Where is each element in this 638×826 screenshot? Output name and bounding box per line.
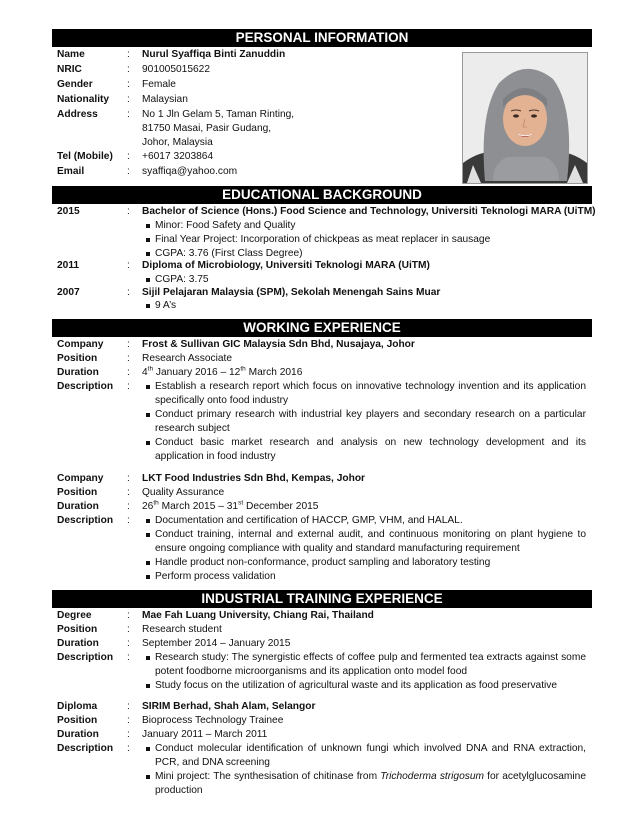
- training-bullet: Research study: The synergistic effects of coffee pulp and fermented tea extracts against some potent foodborne microorganisms and its application onto model food: [146, 651, 586, 679]
- label-nric: NRIC: [57, 64, 82, 75]
- colon: :: [127, 501, 130, 512]
- label-tel: Tel (Mobile): [57, 151, 113, 162]
- training-position: Research student: [142, 624, 222, 635]
- colon: :: [127, 473, 130, 484]
- work-bullet: Perform process validation: [146, 570, 586, 584]
- training-bullet: Conduct molecular identification of unknown fungi which involved DNA and RNA extraction, PCR, and DNA screening: [146, 742, 586, 770]
- colon: :: [127, 381, 130, 392]
- training-duration: January 2011 – March 2011: [142, 729, 268, 740]
- label-email: Email: [57, 166, 85, 177]
- label-duration: Duration: [57, 367, 99, 378]
- colon: :: [127, 64, 130, 75]
- colon: :: [127, 287, 130, 298]
- label-description: Description: [57, 652, 114, 663]
- label-company: Company: [57, 473, 104, 484]
- edu-year: 2011: [57, 260, 80, 271]
- work-bullet: Conduct primary research with industrial key players and secondary research on a particular research subject: [146, 408, 586, 436]
- value-gender: Female: [142, 79, 176, 90]
- value-nric: 901005015622: [142, 64, 210, 75]
- section-header-personal: PERSONAL INFORMATION: [52, 29, 592, 47]
- colon: :: [127, 94, 130, 105]
- label-description: Description: [57, 515, 114, 526]
- edu-title: Bachelor of Science (Hons.) Food Science and Technology, Universiti Teknologi MARA (UiTM): [142, 206, 596, 217]
- value-name: Nurul Syaffiqa Binti Zanuddin: [142, 49, 286, 60]
- colon: :: [127, 610, 130, 621]
- edu-bullet: Final Year Project: Incorporation of chickpeas as meat replacer in sausage: [146, 233, 586, 247]
- label-duration: Duration: [57, 501, 99, 512]
- work-company: LKT Food Industries Sdn Bhd, Kempas, Johor: [142, 473, 366, 484]
- colon: :: [127, 487, 130, 498]
- profile-photo: [462, 52, 588, 184]
- colon: :: [127, 743, 130, 754]
- edu-bullet: 9 A’s: [146, 299, 586, 313]
- section-header-work: WORKING EXPERIENCE: [52, 319, 592, 337]
- work-bullet: Establish a research report which focus on innovative technology invention and its application specifically onto food industry: [146, 380, 586, 408]
- colon: :: [127, 260, 130, 271]
- label-degree: Degree: [57, 610, 92, 621]
- training-bullet: Study focus on the utilization of agricultural waste and its application as food preservative: [146, 679, 586, 693]
- colon: :: [127, 515, 130, 526]
- training-position: Bioprocess Technology Trainee: [142, 715, 284, 726]
- colon: :: [127, 715, 130, 726]
- label-address: Address: [57, 109, 98, 120]
- work-bullet: Documentation and certification of HACCP, GMP, VHM, and HALAL.: [146, 514, 586, 528]
- label-position: Position: [57, 624, 98, 635]
- value-email: syaffiqa@yahoo.com: [142, 166, 238, 177]
- colon: :: [127, 638, 130, 649]
- training-org: SIRIM Berhad, Shah Alam, Selangor: [142, 701, 316, 712]
- value-address-line-3: Johor, Malaysia: [142, 137, 213, 148]
- colon: :: [127, 624, 130, 635]
- value-address-line-2: 81750 Masai, Pasir Gudang,: [142, 123, 272, 134]
- colon: :: [127, 79, 130, 90]
- work-company: Frost & Sullivan GIC Malaysia Sdn Bhd, Nusajaya, Johor: [142, 339, 415, 350]
- label-diploma: Diploma: [57, 701, 98, 712]
- label-duration: Duration: [57, 729, 99, 740]
- label-position: Position: [57, 715, 98, 726]
- training-bullet-mini-project: Mini project: The synthesisation of chitinase from Trichoderma strigosum for acetylglucosamine production: [146, 770, 586, 798]
- work-bullet: Conduct training, internal and external audit, and continuous monitoring on plant hygiene to ensure ongoing compliance with quality and standard manufacturing requirement: [146, 528, 586, 556]
- colon: :: [127, 353, 130, 364]
- label-description: Description: [57, 743, 114, 754]
- colon: :: [127, 339, 130, 350]
- edu-title: Diploma of Microbiology, Universiti Teknologi MARA (UiTM): [142, 260, 430, 271]
- colon: :: [127, 367, 130, 378]
- section-header-education: EDUCATIONAL BACKGROUND: [52, 186, 592, 204]
- training-org: Mae Fah Luang University, Chiang Rai, Thailand: [142, 610, 374, 621]
- work-position: Research Associate: [142, 353, 233, 364]
- edu-bullet: CGPA: 3.75: [146, 273, 586, 287]
- edu-year: 2015: [57, 206, 80, 217]
- label-description: Description: [57, 381, 114, 392]
- colon: :: [127, 49, 130, 60]
- edu-year: 2007: [57, 287, 80, 298]
- colon: :: [127, 151, 130, 162]
- work-position: Quality Assurance: [142, 487, 225, 498]
- colon: :: [127, 729, 130, 740]
- work-duration: 4th January 2016 – 12th March 2016: [142, 365, 303, 378]
- colon: :: [127, 206, 130, 217]
- work-bullet: Handle product non-conformance, product sampling and laboratory testing: [146, 556, 586, 570]
- label-nationality: Nationality: [57, 94, 110, 105]
- section-header-training: INDUSTRIAL TRAINING EXPERIENCE: [52, 590, 592, 608]
- edu-bullet: Minor: Food Safety and Quality: [146, 219, 586, 233]
- label-position: Position: [57, 353, 98, 364]
- colon: :: [127, 701, 130, 712]
- label-company: Company: [57, 339, 104, 350]
- portrait-icon: [463, 53, 587, 183]
- value-address-line-1: No 1 Jln Gelam 5, Taman Rinting,: [142, 109, 295, 120]
- colon: :: [127, 652, 130, 663]
- work-bullet: Conduct basic market research and analysis on new technology development and its application in food industry: [146, 436, 586, 464]
- training-duration: September 2014 – January 2015: [142, 638, 291, 649]
- label-name: Name: [57, 49, 85, 60]
- colon: :: [127, 166, 130, 177]
- value-nationality: Malaysian: [142, 94, 188, 105]
- label-duration: Duration: [57, 638, 99, 649]
- edu-bullet: CGPA: 3.76 (First Class Degree): [146, 247, 586, 261]
- work-duration: 26th March 2015 – 31st December 2015: [142, 499, 319, 512]
- value-tel: +6017 3203864: [142, 151, 214, 162]
- colon: :: [127, 109, 130, 120]
- label-position: Position: [57, 487, 98, 498]
- label-gender: Gender: [57, 79, 93, 90]
- edu-title: Sijil Pelajaran Malaysia (SPM), Sekolah Menengah Sains Muar: [142, 287, 441, 298]
